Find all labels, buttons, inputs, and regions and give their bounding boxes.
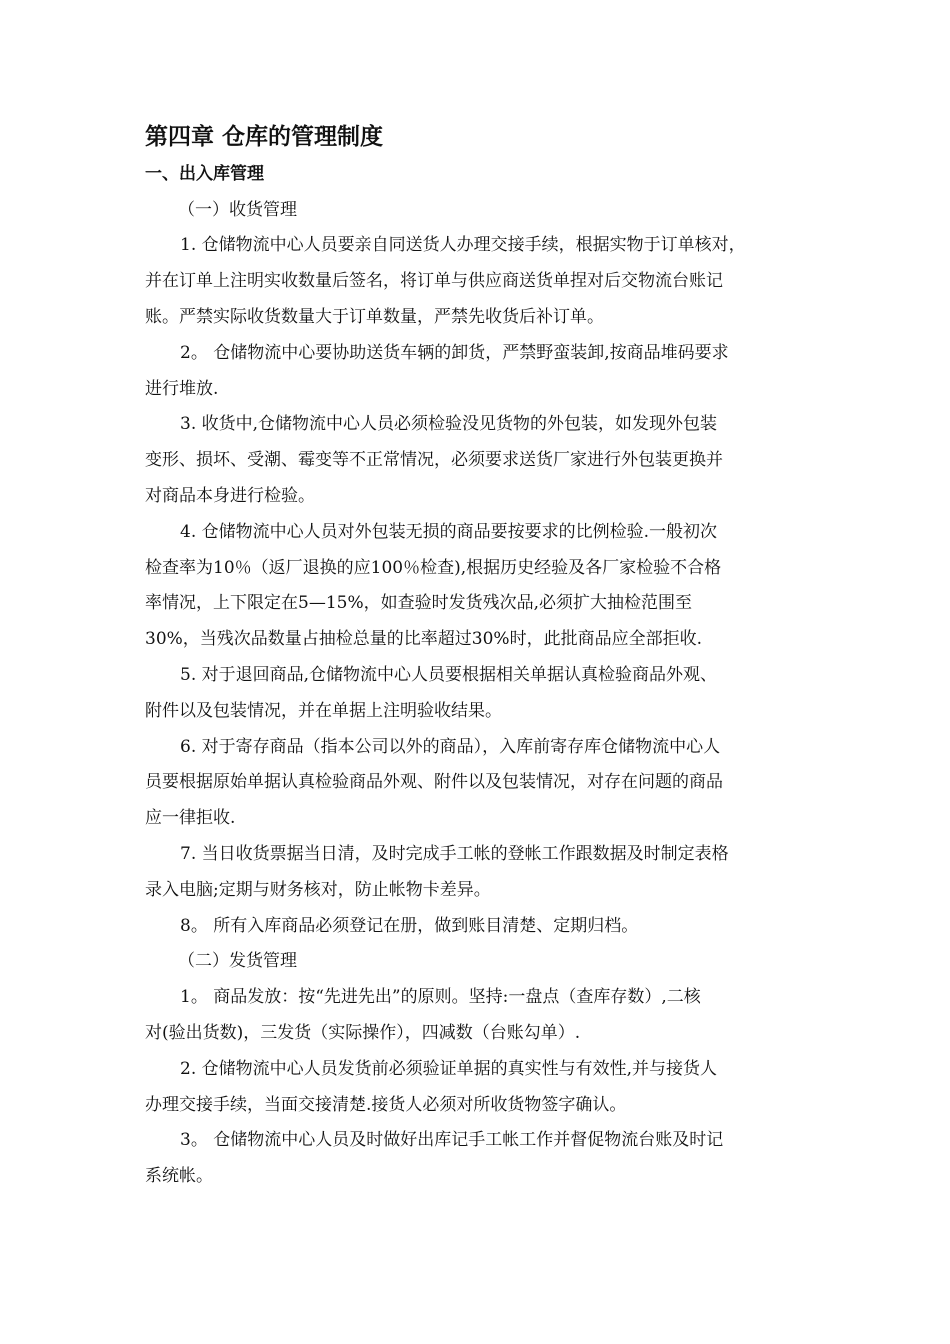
paragraph-line: 检查率为10％（返厂退换的应100％检查),根据历史经验及各厂家检验不合格	[145, 558, 722, 578]
paragraph-line: 账。严禁实际收货数量大于订单数量，严禁先收货后补订单。	[145, 307, 604, 327]
subsection-heading-shipping: （二）发货管理	[178, 951, 297, 971]
paragraph-line: 4. 仓储物流中心人员对外包装无损的商品要按要求的比例检验.一般初次	[180, 522, 718, 542]
paragraph-line: 6. 对于寄存商品（指本公司以外的商品），入库前寄存库仓储物流中心人	[180, 737, 721, 757]
paragraph-line: 对(验出货数)，三发货（实际操作），四减数（台账勾单）.	[145, 1023, 581, 1043]
paragraph-line: 对商品本身进行检验。	[145, 486, 315, 506]
paragraph-line: 2. 仓储物流中心人员发货前必须验证单据的真实性与有效性,并与接货人	[180, 1059, 718, 1079]
paragraph-line: 30%，当残次品数量占抽检总量的比率超过30%时，此批商品应全部拒收.	[145, 629, 702, 649]
paragraph-line: 员要根据原始单据认真检验商品外观、附件以及包装情况，对存在问题的商品	[145, 772, 723, 792]
paragraph-line: 应一律拒收.	[145, 808, 236, 828]
paragraph-line: 3。 仓储物流中心人员及时做好出库记手工帐工作并督促物流台账及时记	[180, 1130, 724, 1150]
paragraph-line: 系统帐。	[145, 1166, 213, 1186]
paragraph-line: 7. 当日收货票据当日清，及时完成手工帐的登帐工作跟数据及时制定表格	[180, 844, 729, 864]
subsection-heading-receiving: （一）收货管理	[178, 200, 297, 220]
paragraph-line: 变形、损坏、受潮、霉变等不正常情况，必须要求送货厂家进行外包装更换并	[145, 450, 723, 470]
paragraph-line: 8。 所有入库商品必须登记在册，做到账目清楚、定期归档。	[180, 916, 639, 936]
paragraph-line: 3. 收货中,仓储物流中心人员必须检验没见货物的外包装，如发现外包装	[180, 414, 718, 434]
paragraph-line: 1。 商品发放：按“先进先出”的原则。坚持:一盘点（查库存数）,二核	[180, 987, 701, 1007]
paragraph-line: 率情况，上下限定在5—15%，如查验时发货残次品,必须扩大抽检范围至	[145, 593, 693, 613]
paragraph-line: 2。 仓储物流中心要协助送货车辆的卸货，严禁野蛮装卸,按商品堆码要求	[180, 343, 729, 363]
paragraph-line: 进行堆放.	[145, 379, 219, 399]
paragraph-line: 并在订单上注明实收数量后签名，将订单与供应商送货单捏对后交物流台账记	[145, 271, 723, 291]
paragraph-line: 办理交接手续，当面交接清楚.接货人必须对所收货物签字确认。	[145, 1095, 627, 1115]
paragraph-line: 录入电脑;定期与财务核对，防止帐物卡差异。	[145, 880, 491, 900]
paragraph-line: 附件以及包装情况，并在单据上注明验收结果。	[145, 701, 502, 721]
paragraph-line: 1. 仓储物流中心人员要亲自同送货人办理交接手续，根据实物于订单核对，	[180, 235, 746, 255]
paragraph-line: 5. 对于退回商品,仓储物流中心人员要根据相关单据认真检验商品外观、	[180, 665, 718, 685]
section-title: 一、出入库管理	[145, 164, 264, 184]
chapter-title: 第四章 仓库的管理制度	[145, 124, 384, 150]
